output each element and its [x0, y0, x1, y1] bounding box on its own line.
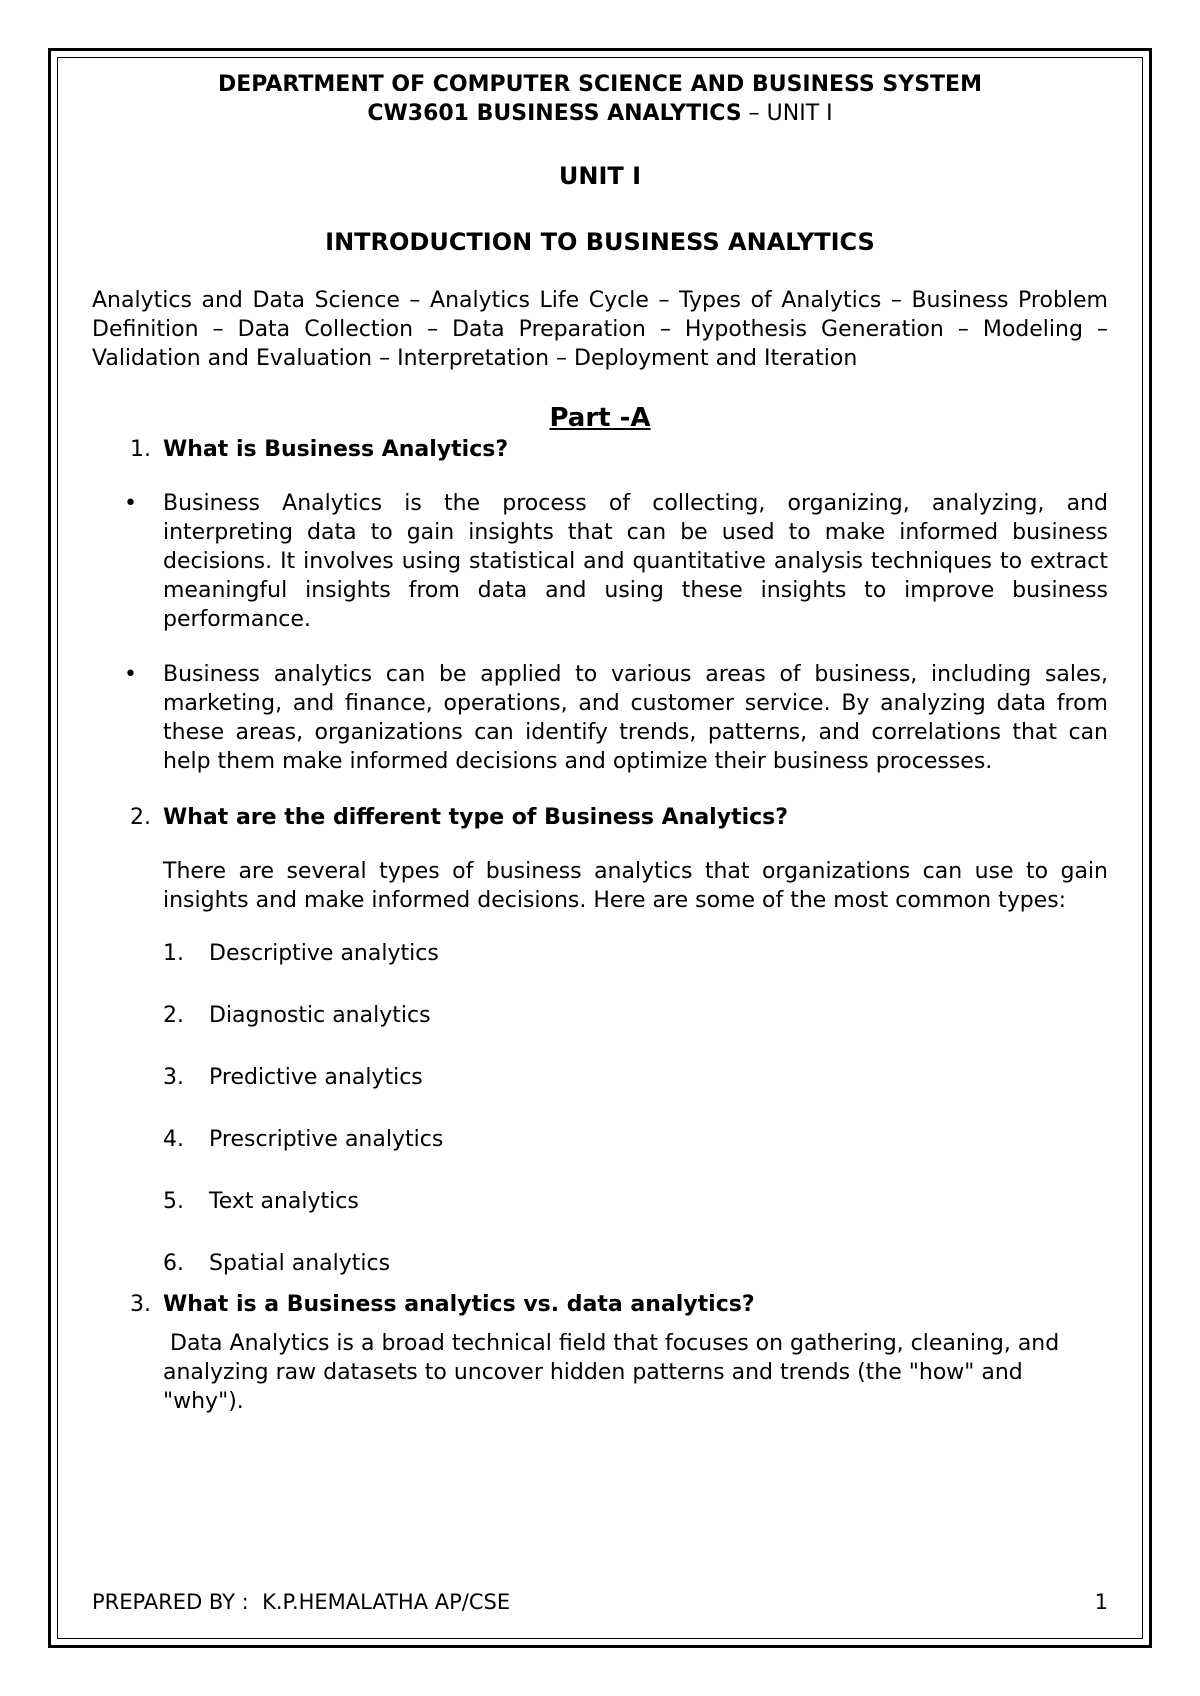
- document-body: [92, 70, 1108, 1416]
- list-item-label: Spatial analytics: [209, 1251, 391, 1276]
- list-item: [92, 1063, 1108, 1092]
- bullet-icon: •: [124, 662, 137, 687]
- bullet-text: Business analytics can be applied to various areas of business, including sales, marketing, and finance, operations, and customer service. By analyzing data from these areas, organizations can identify trends, patterns, and correlations that can help them make informed decisions and optimize their business processes.: [163, 662, 1108, 774]
- question-text: What is Business Analytics?: [163, 437, 509, 462]
- course-code: CW3601 BUSINESS ANALYTICS: [367, 101, 742, 126]
- unit-title: UNIT I: [558, 162, 642, 190]
- question-text: What are the different type of Business Analytics?: [163, 805, 789, 830]
- question-text: What is a Business analytics vs. data analytics?: [163, 1292, 755, 1317]
- answer-bullet: [92, 489, 1108, 634]
- list-item-number: 6.: [163, 1251, 184, 1276]
- prepared-by: PREPARED BY : K.P.HEMALATHA AP/CSE: [92, 1590, 511, 1614]
- bullet-icon: •: [124, 491, 137, 516]
- list-item-label: Predictive analytics: [209, 1065, 423, 1090]
- course-unit: – UNIT I: [741, 101, 833, 126]
- question-1: [92, 435, 1108, 464]
- list-item: [92, 939, 1108, 968]
- list-item: [92, 1001, 1108, 1030]
- list-item-label: Prescriptive analytics: [209, 1127, 444, 1152]
- answer-intro: There are several types of business analytics that organizations can use to gain insights and make informed decisions. Here are some of the most common types:: [163, 859, 1108, 913]
- unit-subtitle: INTRODUCTION TO BUSINESS ANALYTICS: [325, 228, 875, 256]
- question-number: 2.: [130, 805, 151, 830]
- question-3: [92, 1290, 1108, 1319]
- list-item-number: 2.: [163, 1003, 184, 1028]
- question-number: 1.: [130, 437, 151, 462]
- page-number: 1: [1094, 1590, 1108, 1614]
- list-item-label: Diagnostic analytics: [209, 1003, 431, 1028]
- syllabus-topics: Analytics and Data Science – Analytics Life Cycle – Types of Analytics – Business Problem Definition – Data Collection – Data Preparation – Hypothesis Generation – Modeling – Validation and Evaluation – Interpretation – Deployment and Iteration: [92, 288, 1108, 371]
- list-item-label: Descriptive analytics: [209, 941, 439, 966]
- list-item: [92, 1125, 1108, 1154]
- question-number: 3.: [130, 1292, 151, 1317]
- list-item-label: Text analytics: [209, 1189, 359, 1214]
- list-item-number: 5.: [163, 1189, 184, 1214]
- answer-text: Data Analytics is a broad technical field that focuses on gathering, cleaning, and analyzing raw datasets to uncover hidden patterns and trends (the "how" and "why").: [163, 1331, 1067, 1414]
- answer-bullet: [92, 660, 1108, 776]
- list-item: [92, 1249, 1108, 1278]
- course-heading: [92, 99, 1108, 128]
- question-2: [92, 803, 1108, 832]
- list-item-number: 4.: [163, 1127, 184, 1152]
- bullet-text: Business Analytics is the process of collecting, organizing, analyzing, and interpreting data to gain insights that can be used to make informed business decisions. It involves using statistical and quantitative analysis techniques to extract meaningful insights from data and using these insights to improve business performance.: [163, 491, 1108, 632]
- list-item-number: 1.: [163, 941, 184, 966]
- department-heading: DEPARTMENT OF COMPUTER SCIENCE AND BUSINESS SYSTEM: [218, 72, 982, 97]
- list-item: [92, 1187, 1108, 1216]
- part-heading: Part -A: [549, 403, 651, 433]
- list-item-number: 3.: [163, 1065, 184, 1090]
